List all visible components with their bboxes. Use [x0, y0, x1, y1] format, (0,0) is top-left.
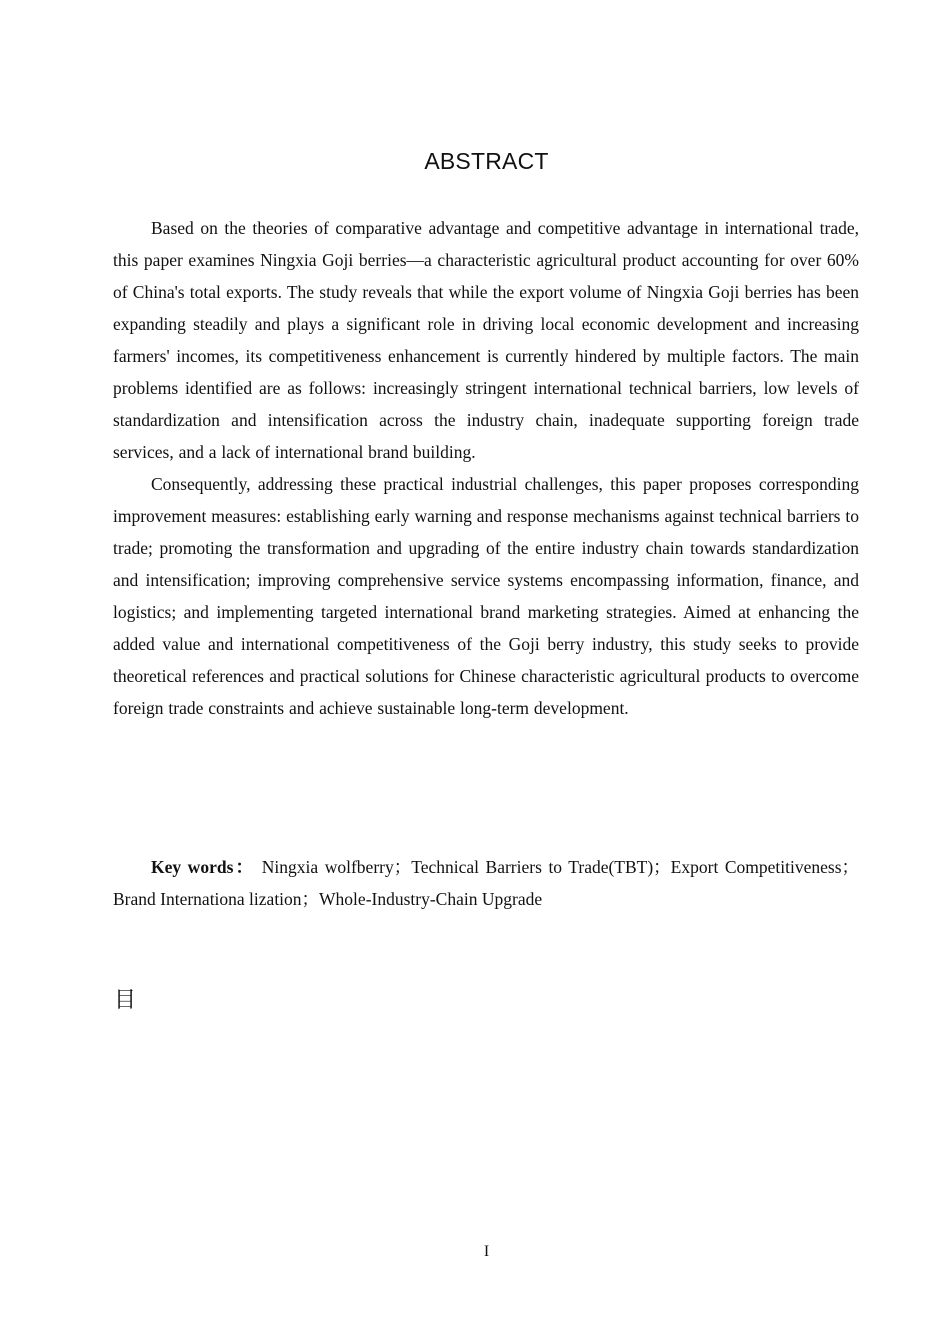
page-number: I [483, 1243, 490, 1260]
keywords-label: Key words： [151, 857, 256, 877]
abstract-paragraph-1: Based on the theories of comparative advantage and competitive advantage in international trade, this paper examines Ningxia Goji berries—a characteristic agricultural product accounting for over 60% of China's total exports. The study reveals that while the export volume of Ningxia Goji berries has been expanding steadily and plays a significant role in driving local economic development and increasing farmers' incomes, its competitiveness enhancement is currently hindered by multiple factors. The main problems identified are as follows: increasingly stringent international technical barriers, low levels of standardization and intensification across the industry chain, inadequate supporting foreign trade services, and a lack of international brand building. [113, 218, 859, 462]
abstract-paragraph-2: Consequently, addressing these practical industrial challenges, this paper proposes corresponding improvement measures: establishing early warning and response mechanisms against technical barriers to trade; promoting the transformation and upgrading of the entire industry chain towards standardization and intensification; improving comprehensive service systems encompassing information, finance, and logistics; and implementing targeted international brand marketing strategies. Aimed at enhancing the added value and international competitiveness of the Goji berry industry, this study seeks to provide theoretical references and practical solutions for Chinese characteristic agricultural products to overcome foreign trade constraints and achieve sustainable long-term development. [113, 474, 859, 718]
abstract-title: ABSTRACT [424, 148, 549, 174]
keywords-section [113, 851, 859, 915]
keywords-list: Ningxia wolfberry；Technical Barriers to Trade(TBT)；Export Competitiveness；Brand Internationa lization；Whole-Industry-Chain Upgrade [113, 857, 860, 909]
table-of-contents-heading-fragment: 目 [114, 988, 137, 1013]
abstract-body [113, 212, 859, 724]
